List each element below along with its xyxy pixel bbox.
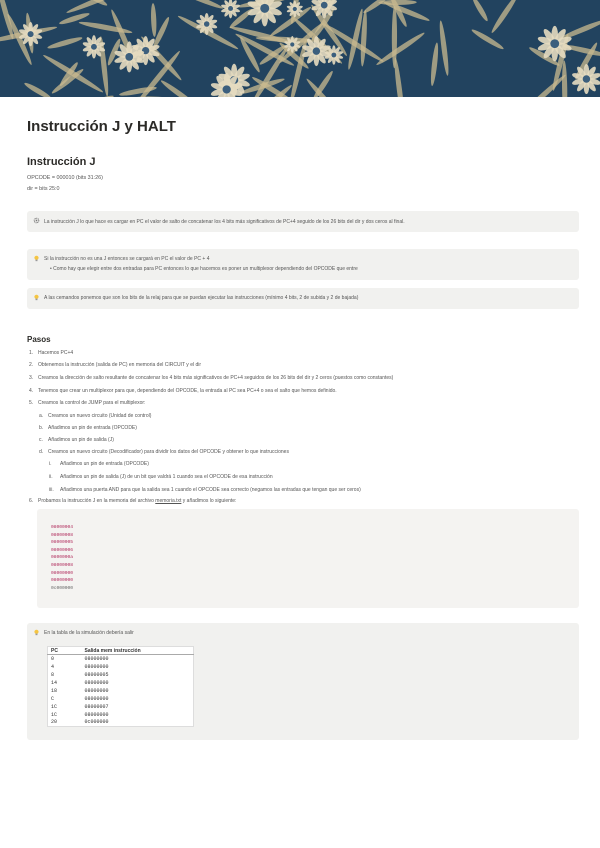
gear-icon [33, 217, 40, 224]
code-block[interactable] [37, 509, 579, 608]
step-item [29, 350, 73, 356]
simulation-table [47, 646, 194, 727]
floral-pattern-icon [0, 0, 600, 97]
step-text: Creamos la control de JUMP para el multiplexor: [38, 400, 146, 406]
table-row [48, 695, 194, 703]
step-number: 2. [29, 362, 34, 368]
substep-letter: b. [39, 425, 44, 431]
subsubstep-item [49, 474, 273, 480]
code-line: 08000004 [51, 525, 74, 530]
substep-letter: c. [39, 437, 43, 443]
substep-item [39, 437, 114, 443]
step-item [29, 388, 337, 394]
cell-output: 08000005 [84, 671, 109, 678]
substep-item [39, 449, 289, 455]
cell-output: 08000000 [84, 687, 109, 694]
section-heading-instruccion-j: Instrucción J [27, 156, 96, 168]
memoria-file-link[interactable]: memoria.txt [155, 498, 182, 504]
cell-pc: C [51, 695, 55, 702]
step-item [29, 498, 236, 504]
code-line: 08000008 [51, 532, 74, 538]
table-row [48, 671, 194, 679]
code-line: 08000000 [51, 570, 74, 576]
subsubstep-numeral: ii. [49, 474, 53, 480]
code-line: 08000005 [51, 540, 74, 546]
code-line: 0c000000 [51, 585, 74, 591]
step-text: Tenemos que crear un multiplexor para que, dependiendo del OPCODE, la entrada al PC sea PC+4 o sea el salto que hemos definido. [38, 388, 337, 394]
subsubstep-text: Añadimos un pin de entrada (OPCODE) [60, 461, 149, 467]
step-number: 1. [29, 350, 34, 356]
substep-text: Añadimos un pin de entrada (OPCODE) [48, 425, 137, 431]
dir-line: dir = bits 25:0 [27, 186, 60, 192]
cell-output: 0c000000 [84, 719, 109, 726]
cell-output: 08000007 [84, 703, 109, 710]
page-title: Instrucción J y HALT [27, 118, 176, 135]
step-text: Hacemos PC+4 [38, 350, 74, 356]
cell-pc: 1C [51, 711, 58, 718]
cell-pc: 0 [51, 655, 55, 662]
table-row [48, 663, 194, 671]
steps-heading: Pasos [27, 335, 51, 344]
substep-text: Creamos un nuevo circuito (Decodificador) para dividir los datos del OPCODE y obtener lo que instrucciones [48, 449, 289, 455]
step-item [29, 400, 145, 406]
cell-output: 08000000 [84, 695, 109, 702]
step-text-after: y añadimos lo siguiente: [181, 498, 237, 504]
cell-pc: 18 [51, 687, 58, 694]
column-header-pc: PC [48, 647, 82, 655]
cell-output: 08000000 [84, 655, 109, 662]
bullet-text: Como hay que elegir entre dos entradas para PC entonces lo que hacemos es poner un multiplexor dependiendo del OPCODE que entre [53, 266, 358, 272]
step-number: 6. [29, 498, 34, 504]
callout-gear-text: La instrucción J lo que hace es cargar en PC el valor de salto de concatenar los 4 bits más significativos de PC+4 seguido de los 26 bits del dir y dos ceros al final. [44, 219, 405, 225]
table-row [48, 703, 194, 711]
callout-tip-clock-text: A las cemandos ponemos que son los bits de la relaj para que se puedan ejecutar las instrucciones (mínimo 4 bits, 2 de subida y 2 de bajada) [44, 295, 359, 301]
substep-text: Creamos un nuevo circuito (Unidad de control) [48, 413, 152, 419]
subsubstep-item [49, 461, 149, 467]
cell-pc: 14 [51, 679, 58, 686]
table-row [48, 679, 194, 687]
cell-pc: 20 [51, 719, 58, 726]
substep-text: Añadimos un pin de salida (J) [48, 437, 114, 443]
cover-image [0, 0, 600, 97]
step-number: 3. [29, 375, 34, 381]
substep-letter: d. [39, 449, 44, 455]
callout-table-text: En la tabla de la simulación debería salir [44, 630, 134, 636]
code-line: 08000000 [51, 578, 74, 584]
step-item [29, 362, 201, 368]
step-item [29, 375, 393, 381]
callout-tip-pc4 [27, 249, 579, 280]
table-row [48, 711, 194, 719]
opcode-line: OPCODE = 000010 (bits 31:26) [27, 175, 103, 181]
lightbulb-icon [33, 255, 40, 262]
table-row [48, 687, 194, 695]
step-number: 5. [29, 400, 34, 406]
cell-pc: 1C [51, 703, 58, 710]
cell-pc: 8 [51, 671, 55, 678]
callout-tip-pc4-bullet: • Como hay que elegir entre dos entradas para PC entonces lo que hacemos es poner un multiplexor dependiendo del OPCODE que entre [50, 266, 358, 272]
substep-letter: a. [39, 413, 44, 419]
subsubstep-item [49, 487, 361, 493]
code-line: 08000006 [51, 547, 74, 553]
subsubstep-numeral: i. [49, 461, 52, 467]
subsubstep-text: Añadimos un pin de salida (J) de un bit que valdrá 1 cuando sea el OPCODE de esa instrucción [60, 474, 273, 480]
step-number: 4. [29, 388, 34, 394]
callout-gear [27, 211, 579, 232]
code-line: 08000008 [51, 562, 74, 568]
cell-pc: 4 [51, 663, 55, 670]
lightbulb-icon [33, 294, 40, 301]
table-row [48, 719, 194, 727]
cell-output: 08000000 [84, 679, 109, 686]
table-row [48, 655, 194, 663]
table-header-row [48, 647, 194, 655]
subsubstep-numeral: iii. [49, 487, 54, 493]
step-text: Probamos la instrucción J en la memoria del archivo [38, 498, 156, 504]
cell-output: 08000000 [84, 711, 109, 718]
substep-item [39, 425, 137, 431]
code-line: 0800000a [51, 555, 74, 561]
step-text: Obtenemos la instrucción (salida de PC) en memoria del CIRCUIT y el dir [38, 362, 202, 368]
callout-tip-pc4-text: Si la instrucción no es una J entonces se cargará en PC el valor de PC + 4 [44, 256, 210, 262]
substep-item [39, 413, 151, 419]
step-text: Creamos la dirección de salto resultante de concatenar los 4 bits más significativos de PC+4 seguidos de los 26 bits del dir y 2 ceros (puestos como constantes) [38, 375, 394, 381]
lightbulb-icon [33, 629, 40, 636]
cell-output: 08000000 [84, 663, 109, 670]
column-header-output: Salida mem instrucción [82, 647, 194, 655]
subsubstep-text: Añadimos una puerta AND para que la salida sea 1 cuando el OPCODE sea correcto (negamos las entradas que tengan que ser ceros) [60, 487, 361, 493]
callout-tip-clock [27, 288, 579, 309]
